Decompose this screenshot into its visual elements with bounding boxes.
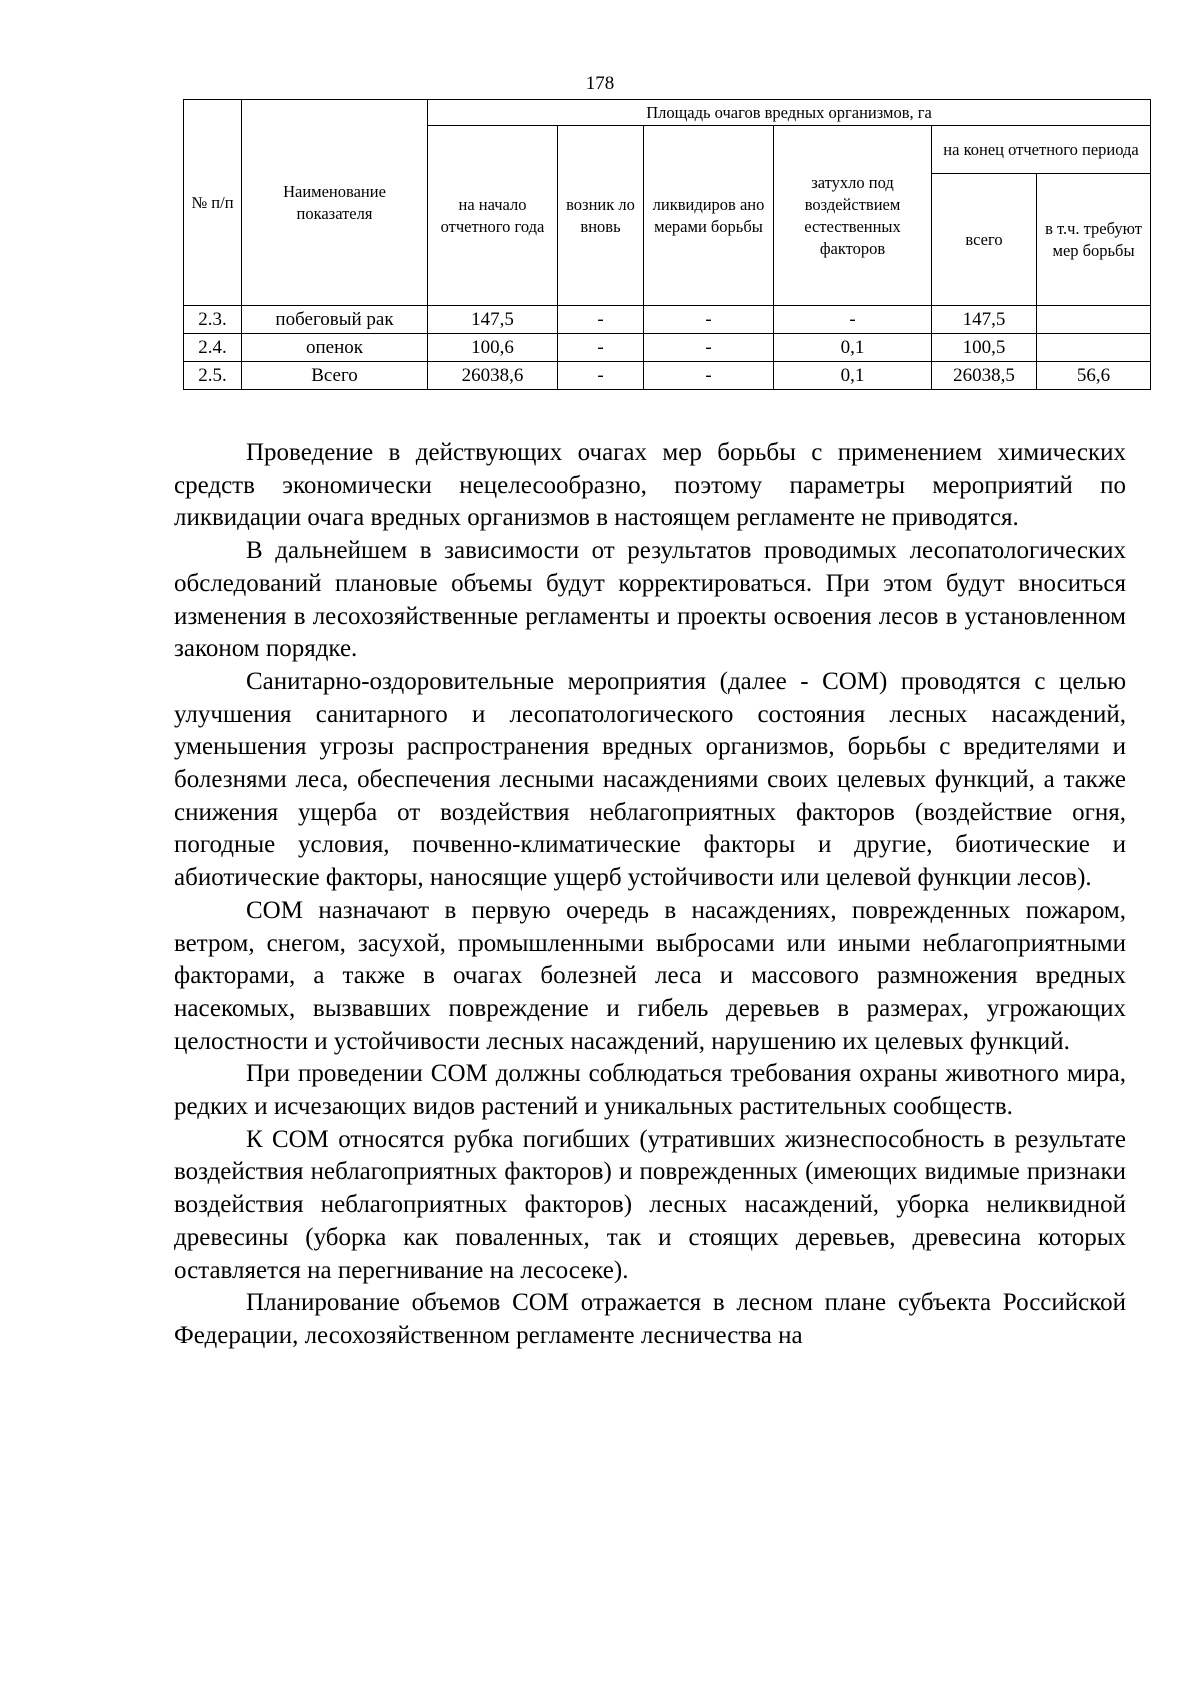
paragraph: В дальнейшем в зависимости от результатов проводимых лесопатологических обследований плановые объемы будут корректироваться. При этом будут вноситься изменения в лесохозяйственные регламенты и проекты освоения лесов в установленном законом порядке. [174, 537, 1126, 663]
row-end-need [1037, 306, 1151, 334]
row-liquidated: - [644, 334, 774, 362]
table-row [184, 334, 1151, 362]
row-new: - [558, 334, 644, 362]
row-end-total: 147,5 [932, 306, 1037, 334]
header-end-total: всего [932, 174, 1037, 306]
header-natural: затухло под воздействием естественных факторов [774, 126, 932, 306]
row-liquidated: - [644, 306, 774, 334]
table-row [184, 306, 1151, 334]
header-end-need: в т.ч. требуют мер борьбы [1037, 174, 1151, 306]
row-liquidated: - [644, 362, 774, 390]
row-name: побеговый рак [242, 306, 428, 334]
paragraph: При проведении СОМ должны соблюдаться требования охраны животного мира, редких и исчезающих видов растений и уникальных растительных сообществ. [174, 1060, 1126, 1121]
header-start-of-year: на начало отчетного года [428, 126, 558, 306]
header-name: Наименование показателя [242, 100, 428, 306]
body-text [174, 437, 1126, 1353]
row-start: 147,5 [428, 306, 558, 334]
header-area-group: Площадь очагов вредных организмов, га [428, 100, 1151, 126]
row-natural: - [774, 306, 932, 334]
pest-area-table [183, 99, 1151, 390]
row-num: 2.4. [184, 334, 242, 362]
row-start: 26038,6 [428, 362, 558, 390]
row-num: 2.3. [184, 306, 242, 334]
row-num: 2.5. [184, 362, 242, 390]
row-end-total: 100,5 [932, 334, 1037, 362]
paragraph: Проведение в действующих очагах мер борьбы с применением химических средств экономически нецелесообразно, поэтому параметры мероприятий по ликвидации очага вредных организмов в настоящем регламенте не приводятся. [174, 439, 1126, 532]
header-num: № п/п [184, 100, 242, 306]
row-new: - [558, 362, 644, 390]
header-new: возник ло вновь [558, 126, 644, 306]
row-end-need: 56,6 [1037, 362, 1151, 390]
table-row-total [184, 362, 1151, 390]
paragraph: К СОМ относятся рубка погибших (утративших жизнеспособность в результате воздействия неблагоприятных факторов) и поврежденных (имеющих видимые признаки воздействия неблагоприятных факторов) лесных насаждений, уборка неликвидной древесины (уборка как поваленных, так и стоящих деревьев, древесина которых оставляется на перегнивание на лесосеке). [174, 1125, 1126, 1284]
page-number: 178 [585, 73, 615, 94]
paragraph: Планирование объемов СОМ отражается в лесном плане субъекта Российской Федерации, лесохозяйственном регламенте лесничества на [174, 1289, 1126, 1349]
row-natural: 0,1 [774, 362, 932, 390]
header-liquidated: ликвидиров ано мерами борьбы [644, 126, 774, 306]
row-new: - [558, 306, 644, 334]
row-natural: 0,1 [774, 334, 932, 362]
row-name: Всего [242, 362, 428, 390]
row-end-total: 26038,5 [932, 362, 1037, 390]
header-end-group: на конец отчетного периода [932, 126, 1151, 174]
row-name: опенок [242, 334, 428, 362]
paragraph: Санитарно-оздоровительные мероприятия (далее - СОМ) проводятся с целью улучшения санитарного и лесопатологического состояния лесных насаждений, уменьшения угрозы распространения вредных организмов, борьбы с вредителями и болезнями леса, обеспечения лесными насаждениями своих целевых функций, а также снижения ущерба от воздействия неблагоприятных факторов (воздействие огня, погодные условия, почвенно-климатические факторы и другие, биотические и абиотические факторы, наносящие ущерб устойчивости или целевой функции лесов). [174, 667, 1126, 892]
row-start: 100,6 [428, 334, 558, 362]
paragraph: СОМ назначают в первую очередь в насаждениях, поврежденных пожаром, ветром, снегом, засухой, промышленными выбросами или иными неблагоприятными факторами, а также в очагах болезней леса и массового размножения вредных насекомых, вызвавших повреждение и гибель деревьев в размерах, угрожающих целостности и устойчивости лесных насаждений, нарушению их целевых функций. [174, 896, 1126, 1055]
row-end-need [1037, 334, 1151, 362]
